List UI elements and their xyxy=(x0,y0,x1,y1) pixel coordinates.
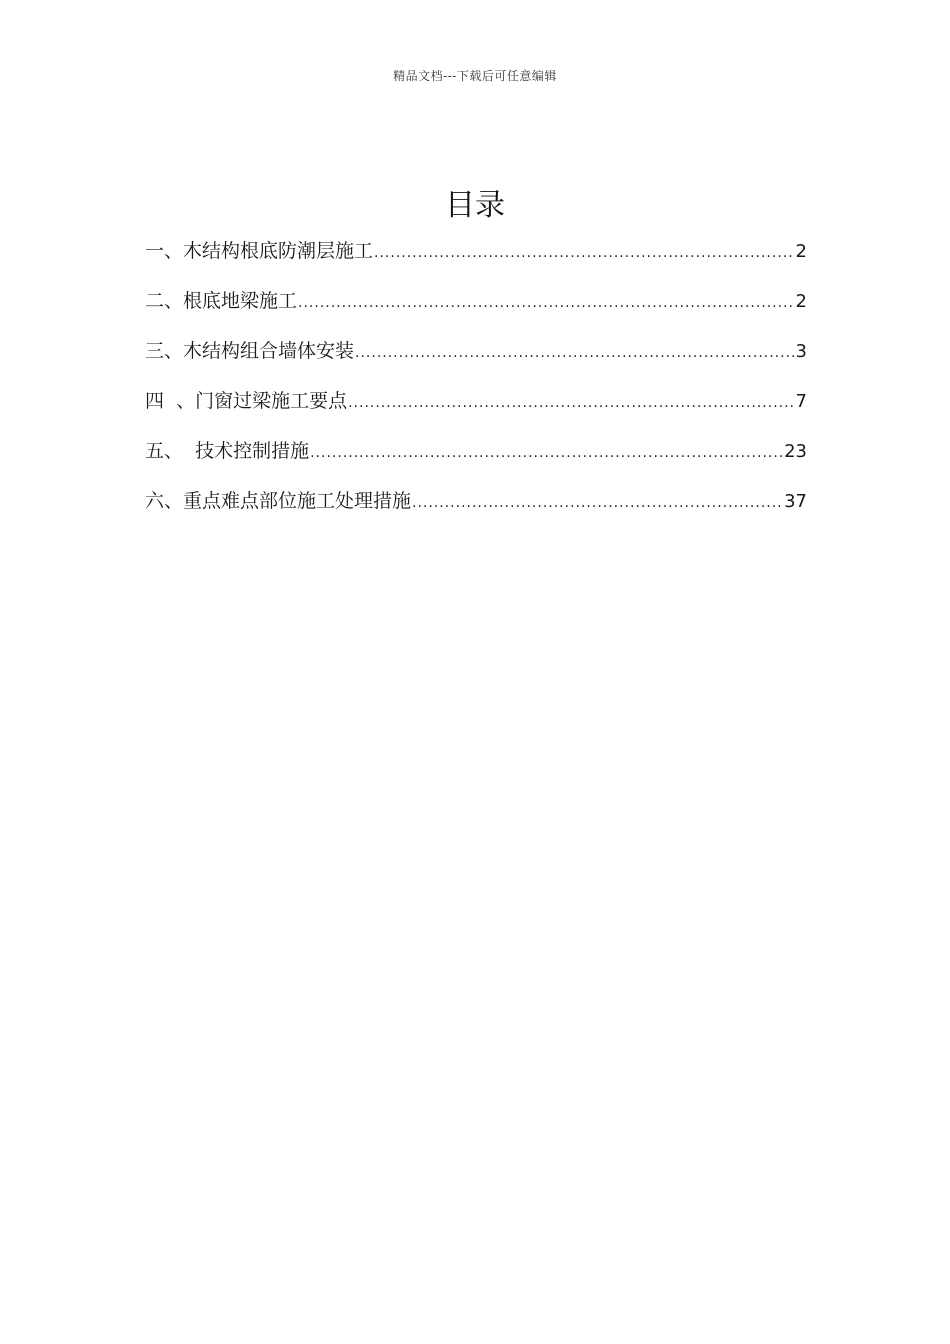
toc-entry-label: 五、 技术控制措施 xyxy=(145,440,310,462)
toc-entry-label: 二、根底地梁施工 xyxy=(145,290,298,312)
toc-entry[interactable] xyxy=(145,336,807,386)
toc-dot-leader xyxy=(355,345,795,361)
toc-entry-page: 7 xyxy=(795,391,807,412)
toc-entry-page: 37 xyxy=(784,491,807,512)
toc-entry[interactable] xyxy=(145,236,807,286)
toc-entry-page: 2 xyxy=(795,291,807,312)
toc-entry-label: 六、重点难点部位施工处理措施 xyxy=(145,490,412,512)
toc-entry[interactable] xyxy=(145,436,807,486)
toc-dot-leader xyxy=(348,395,794,411)
toc-dot-leader xyxy=(374,245,795,261)
toc-dot-leader xyxy=(412,495,783,511)
toc-entry[interactable] xyxy=(145,286,807,336)
toc-entry-page: 3 xyxy=(795,341,807,362)
toc-entry-label: 一、木结构根底防潮层施工 xyxy=(145,240,374,262)
toc-entry-label: 四 、门窗过梁施工要点 xyxy=(145,390,348,412)
toc-entry[interactable] xyxy=(145,486,807,536)
header-note: 精品文档---下载后可任意编辑 xyxy=(393,69,557,83)
table-of-contents xyxy=(145,236,807,536)
toc-dot-leader xyxy=(298,295,795,311)
toc-entry-page: 23 xyxy=(784,441,807,462)
toc-title: 目录 xyxy=(445,188,505,223)
toc-entry-page: 2 xyxy=(795,241,807,262)
toc-entry[interactable] xyxy=(145,386,807,436)
toc-dot-leader xyxy=(310,445,783,461)
toc-entry-label: 三、木结构组合墙体安装 xyxy=(145,340,355,362)
